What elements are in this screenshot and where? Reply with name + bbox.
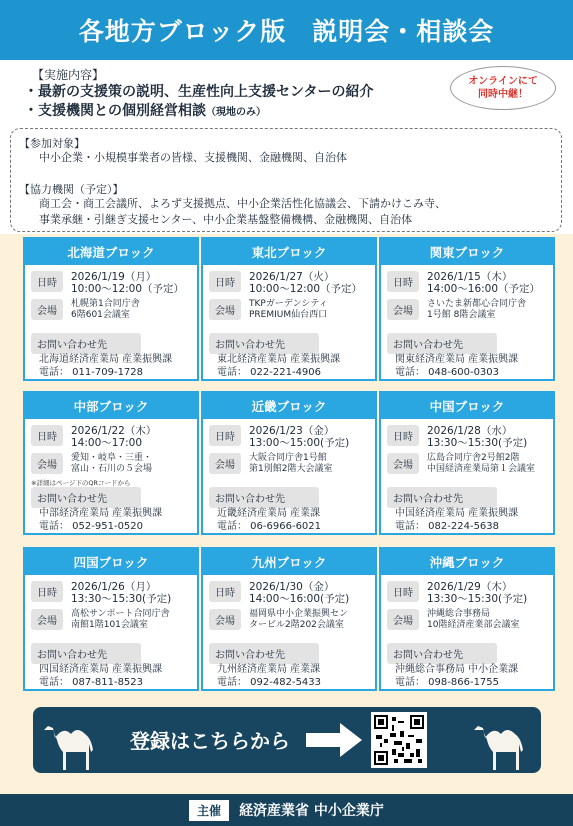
registration-banner[interactable] [33, 707, 541, 773]
footer [0, 794, 573, 826]
block-card [201, 391, 377, 535]
block-org: 東北経済産業局 産業振興課 [217, 354, 341, 365]
block-org: 中国経済産業局 産業振興課 [395, 508, 519, 519]
inquiry-tag: お問い合わせ先 [31, 487, 141, 508]
block-date: 2026/1/28（水） [427, 425, 513, 437]
block-org: 沖縄総合事務局 中小企業課 [395, 664, 519, 675]
block-title: 中部ブロック [25, 393, 197, 419]
block-org: 四国経済産業局 産業振興課 [39, 664, 163, 675]
camel-icon [40, 718, 100, 770]
date-tag: 日時 [31, 581, 63, 602]
date-tag: 日時 [387, 425, 419, 446]
block-date: 2026/1/29（木） [427, 581, 513, 593]
registration-label[interactable]: 登録はこちらから [130, 729, 290, 753]
block-venue-2: 10階経済産業部会議室 [427, 620, 520, 630]
cooperation-line-1: 商工会・商工会議所、よろず支援拠点、中小企業活性化協議会、下請かけこみ寺、 [39, 197, 446, 210]
venue-tag: 会場 [209, 299, 241, 320]
block-venue-2: PREMIUM仙台西口 [249, 310, 328, 320]
block-date: 2026/1/23（金） [249, 425, 335, 437]
block-venue-1: 愛知・岐阜・三重・ [71, 453, 153, 463]
block-card [379, 547, 555, 691]
block-time: 10:00～12:00（予定） [71, 283, 185, 295]
camel-icon [470, 718, 530, 770]
content-label: 【実施内容】 [32, 68, 105, 82]
date-tag: 日時 [209, 425, 241, 446]
block-title: 中国ブロック [381, 393, 553, 419]
block-card [201, 547, 377, 691]
date-tag: 日時 [387, 581, 419, 602]
block-date: 2026/1/26（月） [71, 581, 157, 593]
inquiry-tag: お問い合わせ先 [209, 333, 319, 354]
block-tel: 電話： 052-951-0520 [39, 521, 144, 532]
block-tel: 電話： 022-221-4906 [217, 367, 322, 378]
block-venue-1: さいたま新都心合同庁舎 [427, 299, 527, 309]
block-time: 10:00～12:00（予定） [249, 283, 363, 295]
cooperation-line-2: 事業承継・引継ぎ支援センター、中小企業基盤整備機構、金融機関、自治体 [39, 213, 413, 226]
bullet-1: ・最新の支援策の説明、生産性向上支援センターの紹介 [24, 84, 374, 100]
block-note: ※詳細はページ下のQRコードから [31, 479, 131, 487]
inquiry-tag: お問い合わせ先 [387, 333, 497, 354]
block-org: 北海道経済産業局 産業振興課 [39, 354, 173, 365]
block-title: 近畿ブロック [203, 393, 375, 419]
cooperation-label: 【協力機関（予定）】 [19, 183, 124, 196]
block-card [201, 237, 377, 381]
block-tel: 電話： 011-709-1728 [39, 367, 144, 378]
block-venue-2: タービル2階202会議室 [249, 620, 344, 630]
venue-tag: 会場 [31, 453, 63, 474]
block-venue-2: 富山・石川の５会場 [71, 464, 153, 474]
block-card [23, 547, 199, 691]
inquiry-tag: お問い合わせ先 [31, 333, 141, 354]
participants-label: 【参加対象】 [19, 137, 85, 150]
block-venue-2: 第1別館2階大会議室 [249, 464, 333, 474]
qr-code-icon [374, 715, 424, 765]
block-org: 近畿経済産業局 産業課 [217, 508, 321, 519]
block-title: 九州ブロック [203, 549, 375, 575]
date-tag: 日時 [387, 271, 419, 292]
block-date: 2026/1/15（木） [427, 271, 513, 283]
block-venue-1: 大阪合同庁舎1号館 [249, 453, 327, 463]
venue-tag: 会場 [209, 453, 241, 474]
block-org: 中部経済産業局 産業振興課 [39, 508, 163, 519]
target-cooperation-box [10, 128, 562, 232]
block-tel: 電話： 092-482-5433 [217, 677, 322, 688]
arrow-right-icon [306, 723, 362, 757]
block-date: 2026/1/30（金） [249, 581, 335, 593]
block-time: 14:00～16:00（予定） [427, 283, 541, 295]
inquiry-tag: お問い合わせ先 [387, 487, 497, 508]
block-time: 13:30～15:30(予定) [427, 437, 528, 449]
block-org: 関東経済産業局 産業振興課 [395, 354, 519, 365]
inquiry-tag: お問い合わせ先 [209, 487, 319, 508]
block-card [23, 391, 199, 535]
block-venue-1: 広島合同庁舎2号館2階 [427, 453, 520, 463]
block-title: 四国ブロック [25, 549, 197, 575]
block-title: 北海道ブロック [25, 239, 197, 265]
block-date: 2026/1/22（木） [71, 425, 157, 437]
venue-tag: 会場 [31, 299, 63, 320]
block-card [379, 391, 555, 535]
block-tel: 電話： 098-866-1755 [395, 677, 500, 688]
block-venue-1: TKPガーデンシティ [249, 299, 328, 309]
block-time: 14:00～16:00(予定) [249, 593, 350, 605]
block-title: 関東ブロック [381, 239, 553, 265]
block-title: 東北ブロック [203, 239, 375, 265]
block-venue-1: 高松サンポート合同庁舎 [71, 609, 170, 619]
block-time: 14:00～17:00 [71, 437, 143, 449]
block-tel: 電話： 082-224-5638 [395, 521, 500, 532]
block-venue-2: 南館1階101会議室 [71, 620, 148, 630]
date-tag: 日時 [209, 581, 241, 602]
block-time: 13:00～15:00(予定) [249, 437, 350, 449]
date-tag: 日時 [31, 425, 63, 446]
page-title: 各地方ブロック版 説明会・相談会 [0, 0, 573, 60]
inquiry-tag: お問い合わせ先 [31, 643, 141, 664]
venue-tag: 会場 [387, 299, 419, 320]
venue-tag: 会場 [209, 609, 241, 630]
bullet-2-text: ・支援機関との個別経営相談 [24, 103, 206, 119]
block-time: 13:30～15:30(予定) [71, 593, 172, 605]
block-venue-1: 札幌第1合同庁舎 [71, 299, 140, 309]
block-venue-1: 沖縄総合事務局 [427, 609, 491, 619]
bullet-2-note: （現地のみ） [206, 107, 266, 118]
qr-code[interactable] [371, 712, 427, 768]
inquiry-tag: お問い合わせ先 [209, 643, 319, 664]
block-venue-2: 1号館 8階会議室 [427, 310, 496, 320]
block-venue-1: 福岡県中小企業振興セン [249, 609, 349, 619]
block-date: 2026/1/19（月） [71, 271, 157, 283]
block-org: 九州経済産業局 産業課 [217, 664, 321, 675]
online-badge [450, 66, 556, 110]
inquiry-tag: お問い合わせ先 [387, 643, 497, 664]
venue-tag: 会場 [387, 453, 419, 474]
block-date: 2026/1/27（火） [249, 271, 335, 283]
block-tel: 電話： 06-6966-6021 [217, 521, 322, 532]
online-badge-text: オンラインにて 同時中継！ [468, 76, 538, 100]
block-title: 沖縄ブロック [381, 549, 553, 575]
block-time: 13:30～15:30(予定) [427, 593, 528, 605]
block-tel: 電話： 087-811-8523 [39, 677, 144, 688]
block-card [23, 237, 199, 381]
block-venue-2: 中国経済産業局第１会議室 [427, 464, 536, 474]
host-name: 経済産業省 中小企業庁 [239, 803, 384, 819]
block-venue-2: 6階601会議室 [71, 310, 130, 320]
host-label: 主催 [189, 800, 229, 821]
block-tel: 電話： 048-600-0303 [395, 367, 500, 378]
block-card [379, 237, 555, 381]
participants-text: 中小企業・小規模事業者の皆様、支援機関、金融機関、自治体 [39, 151, 347, 164]
venue-tag: 会場 [387, 609, 419, 630]
venue-tag: 会場 [31, 609, 63, 630]
date-tag: 日時 [209, 271, 241, 292]
date-tag: 日時 [31, 271, 63, 292]
